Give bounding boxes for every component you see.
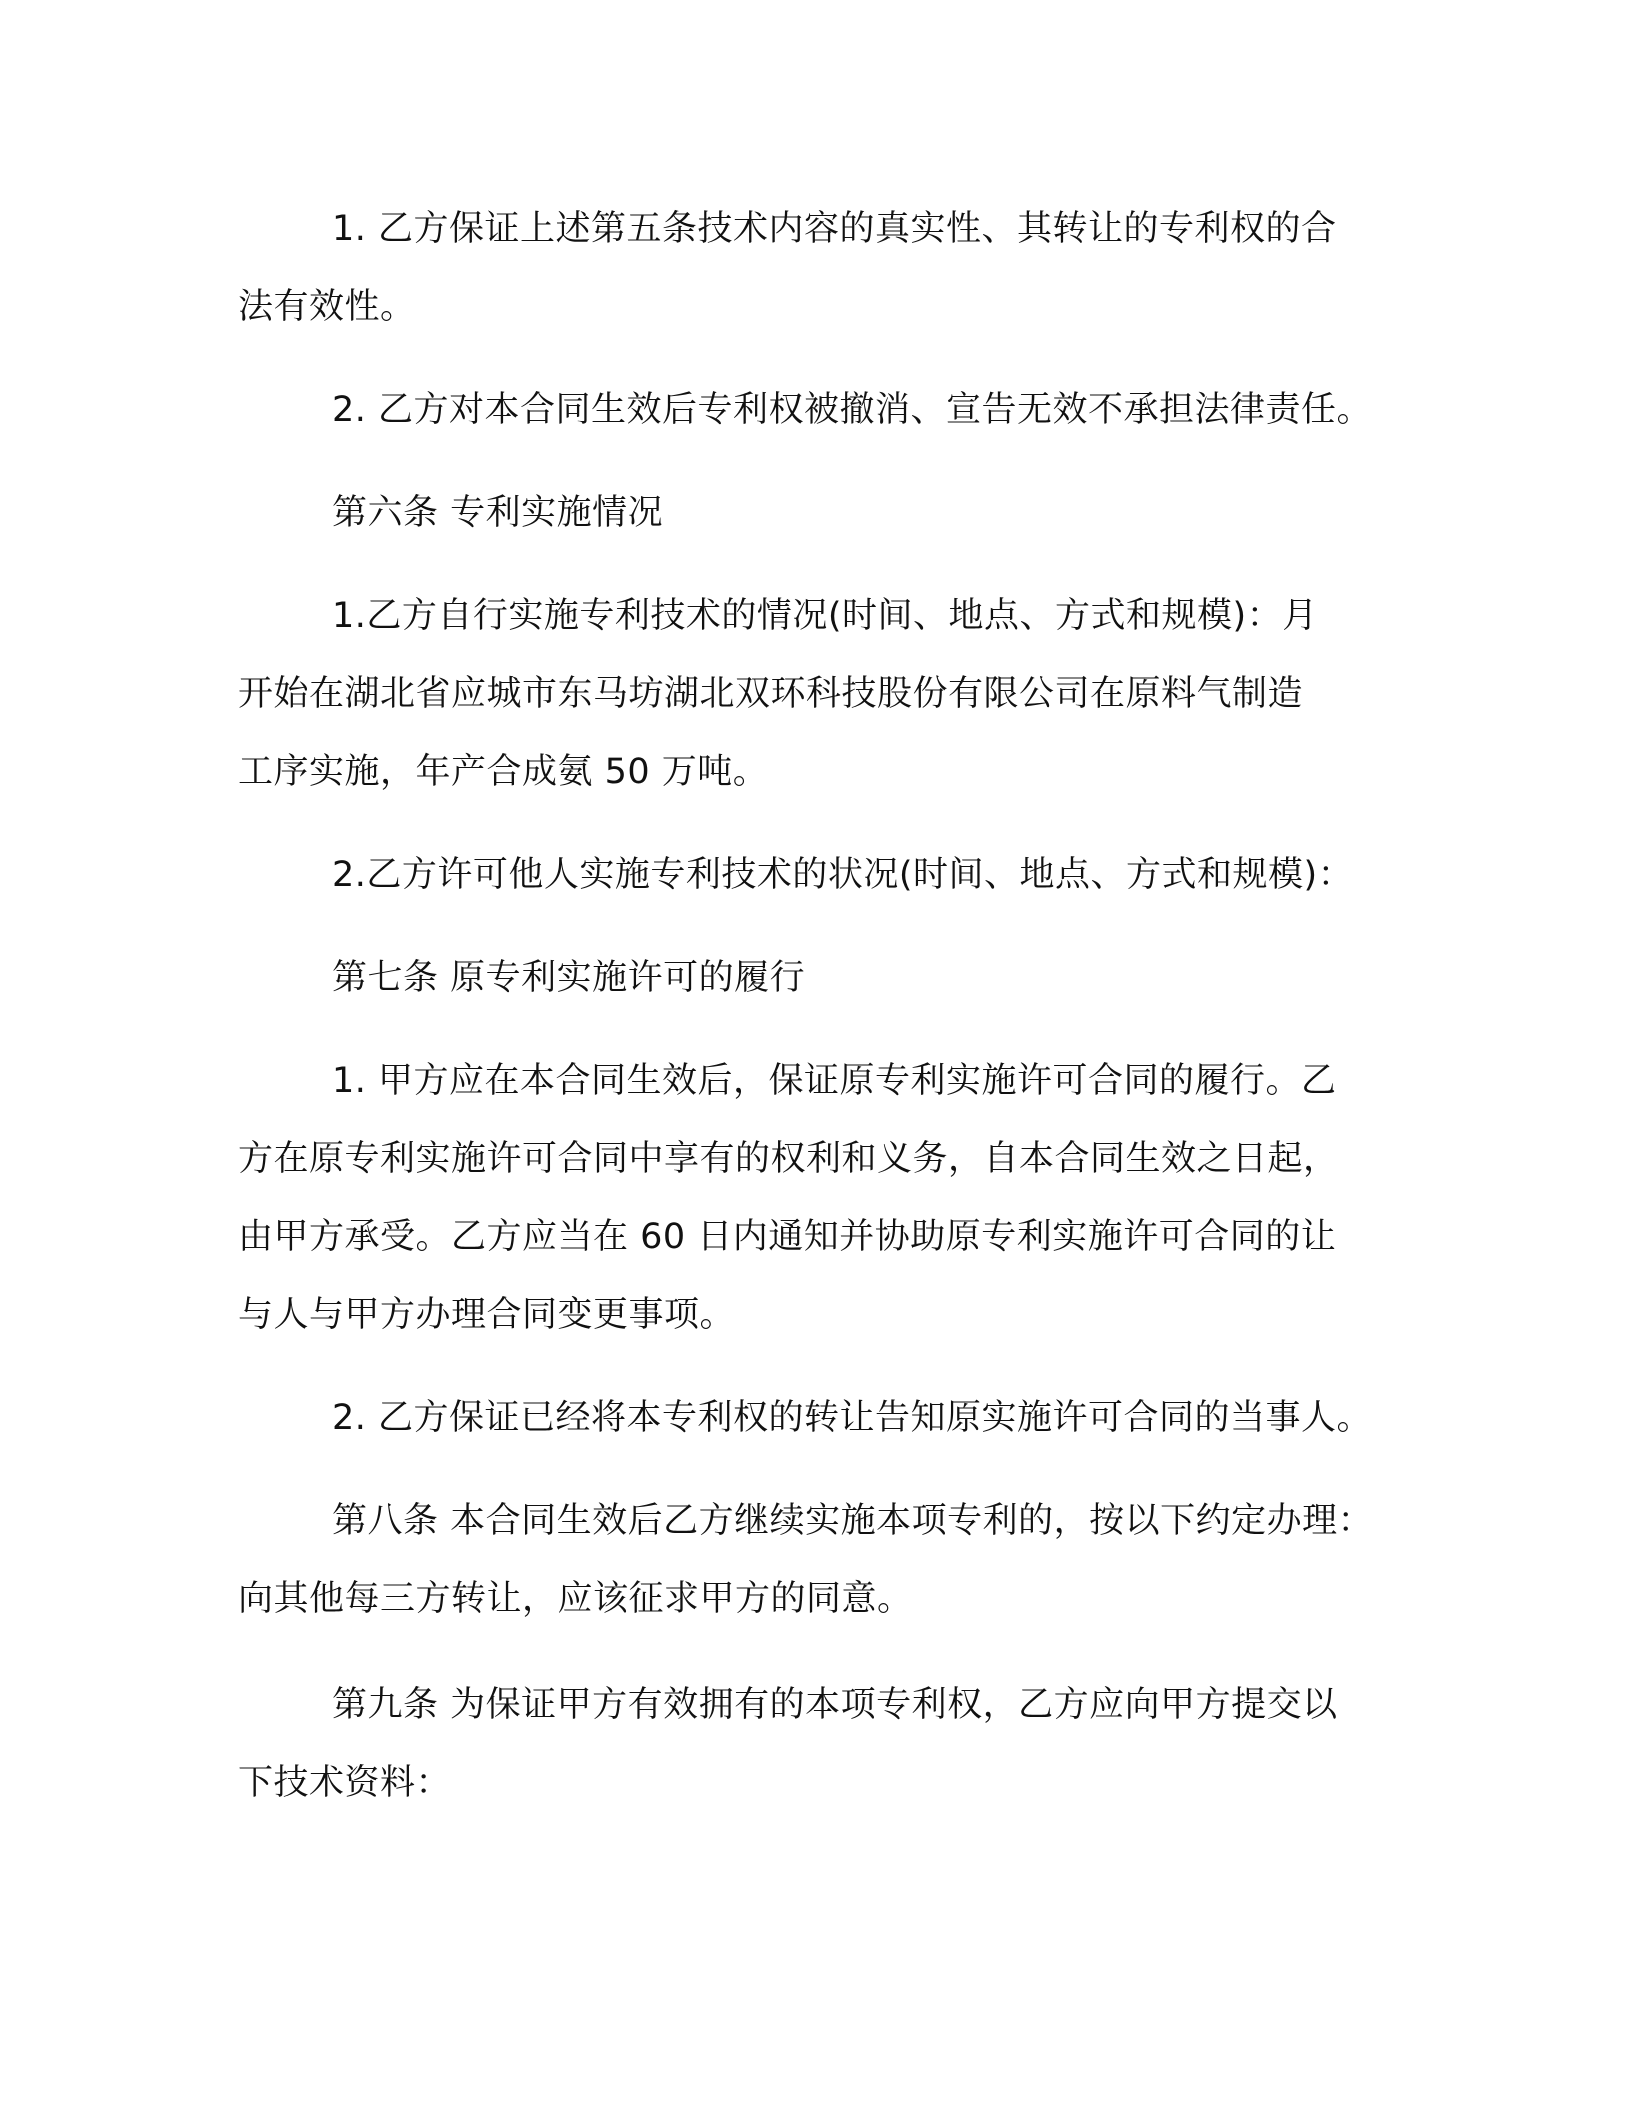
- paragraph-7-1: [238, 1042, 1408, 1354]
- text-line: 法有效性。: [238, 287, 416, 327]
- text-line: 下技术资料：: [238, 1763, 452, 1803]
- paragraph-6-2: [238, 836, 1408, 914]
- heading-article-7: [238, 939, 1408, 1017]
- text-line: 由甲方承受。乙方应当在 60 日内通知并协助原专利实施许可合同的让: [238, 1217, 1337, 1257]
- paragraph-article-9: [238, 1666, 1408, 1822]
- text-line: 向其他每三方转让，应该征求甲方的同意。: [238, 1579, 913, 1619]
- text-line: 1. 乙方保证上述第五条技术内容的真实性、其转让的专利权的合: [332, 209, 1337, 249]
- text-line: 1. 甲方应在本合同生效后，保证原专利实施许可合同的履行。乙: [332, 1061, 1337, 1101]
- text-line: 第九条 为保证甲方有效拥有的本项专利权，乙方应向甲方提交以: [332, 1685, 1338, 1725]
- heading-article-6: [238, 474, 1408, 552]
- paragraph-5-2: [238, 371, 1408, 449]
- text-line: 第七条 原专利实施许可的履行: [332, 958, 806, 998]
- text-line: 与人与甲方办理合同变更事项。: [238, 1295, 736, 1335]
- text-line: 开始在湖北省应城市东马坊湖北双环科技股份有限公司在原料气制造: [238, 674, 1304, 714]
- text-line: 2. 乙方对本合同生效后专利权被撤消、宣告无效不承担法律责任。: [332, 390, 1373, 430]
- text-line: 方在原专利实施许可合同中享有的权利和义务，自本合同生效之日起，: [238, 1139, 1339, 1179]
- paragraph-article-8: [238, 1482, 1408, 1638]
- paragraph-5-1: [238, 190, 1408, 346]
- paragraph-6-1: [238, 577, 1408, 811]
- text-line: 工序实施，年产合成氨 50 万吨。: [238, 752, 769, 792]
- text-line: 2. 乙方保证已经将本专利权的转让告知原实施许可合同的当事人。: [332, 1398, 1373, 1438]
- text-line: 2.乙方许可他人实施专利技术的状况(时间、地点、方式和规模)：: [332, 855, 1354, 895]
- paragraph-7-2: [238, 1379, 1408, 1457]
- text-line: 第六条 专利实施情况: [332, 493, 664, 533]
- text-line: 1.乙方自行实施专利技术的情况(时间、地点、方式和规模)：月: [332, 596, 1318, 636]
- document-body: [238, 190, 1408, 1822]
- text-line: 第八条 本合同生效后乙方继续实施本项专利的，按以下约定办理：: [332, 1501, 1374, 1541]
